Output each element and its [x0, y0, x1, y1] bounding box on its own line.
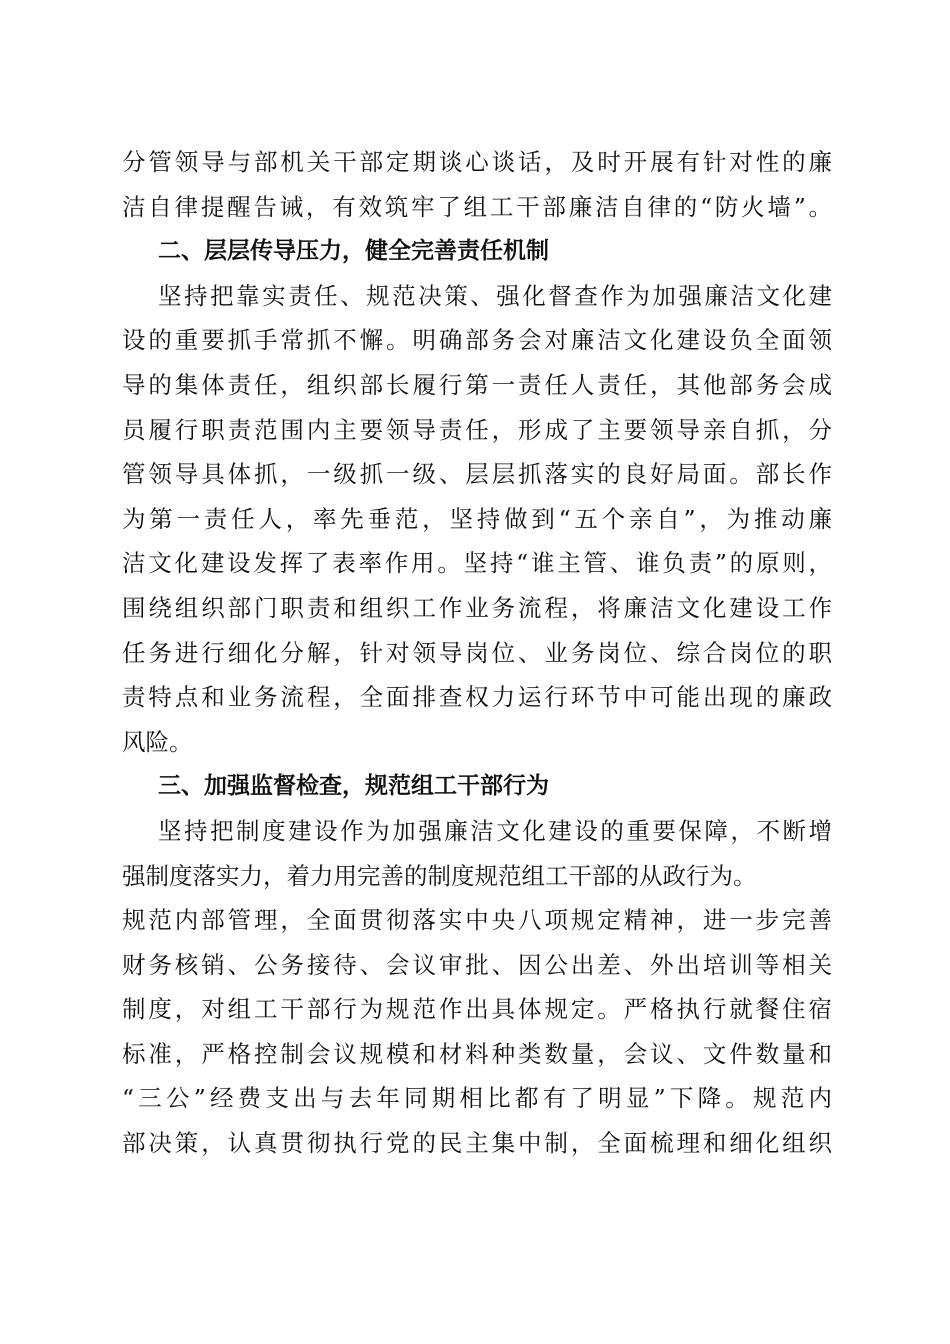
body-line: 财务核销、公务接待、会议审批、因公出差、外出培训等相关 — [122, 950, 832, 979]
body-line: 部决策，认真贯彻执行党的民主集中制，全面梳理和细化组织 — [122, 1129, 832, 1158]
body-line: 责特点和业务流程，全面排查权力运行环节中可能出现的廉政 — [122, 683, 832, 712]
body-line: 强制度落实力，着力用完善的制度规范组工干部的从政行为。 — [122, 861, 757, 890]
section-heading: 二、层层传导压力，健全完善责任机制 — [158, 238, 549, 265]
body-line: 设的重要抓手常抓不懈。明确部务会对廉洁文化建设负全面领 — [122, 326, 832, 355]
document-body — [122, 140, 832, 1166]
body-line: 分管领导与部机关干部定期谈心谈话，及时开展有针对性的廉 — [122, 148, 832, 176]
body-line: 洁自律提醒告诫，有效筑牢了组工干部廉洁自律的“防火墙”。 — [122, 192, 832, 221]
paragraph-first-line: 坚持把靠实责任、规范决策、强化督查作为加强廉洁文化建 — [158, 281, 832, 310]
body-line: 导的集体责任，组织部长履行第一责任人责任，其他部务会成 — [122, 370, 832, 399]
body-line: 制度，对组工干部行为规范作出具体规定。严格执行就餐住宿 — [122, 995, 832, 1024]
body-line: 员履行职责范围内主要领导责任，形成了主要领导亲自抓，分 — [122, 415, 832, 444]
body-line: 任务进行细化分解，针对领导岗位、业务岗位、综合岗位的职 — [122, 638, 832, 667]
body-line: 标准，严格控制会议规模和材料种类数量，会议、文件数量和 — [122, 1039, 832, 1068]
body-line: 规范内部管理，全面贯彻落实中央八项规定精神，进一步完善 — [122, 906, 832, 935]
body-line: “三公”经费支出与去年同期相比都有了明显”下降。规范内 — [122, 1084, 832, 1113]
paragraph-first-line: 坚持把制度建设作为加强廉洁文化建设的重要保障，不断增 — [158, 816, 832, 845]
body-line: 洁文化建设发挥了表率作用。坚持“谁主管、谁负责”的原则， — [122, 549, 832, 578]
body-line: 围绕组织部门职责和组织工作业务流程，将廉洁文化建设工作 — [122, 593, 832, 622]
body-line: 风险。 — [122, 727, 193, 756]
body-line: 为第一责任人，率先垂范，坚持做到“五个亲自”，为推动廉 — [122, 504, 832, 533]
section-heading: 三、加强监督检查，规范组工干部行为 — [158, 773, 549, 800]
body-line: 管领导具体抓，一级抓一级、层层抓落实的良好局面。部长作 — [122, 460, 832, 489]
